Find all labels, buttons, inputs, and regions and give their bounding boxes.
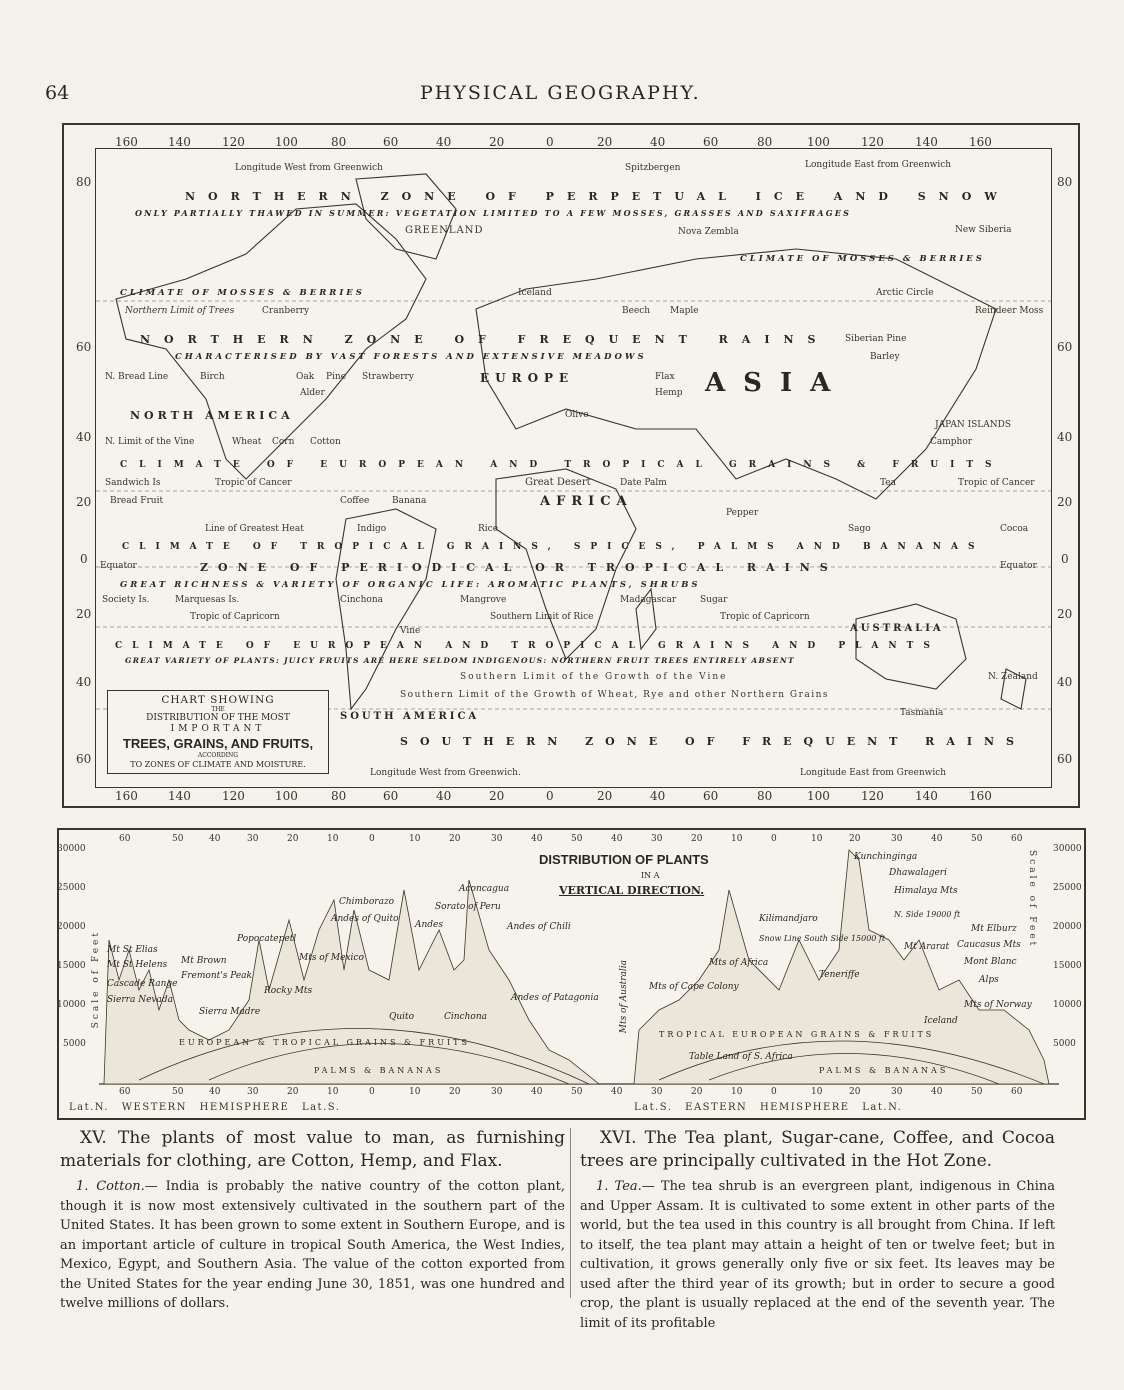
place-new-siberia: New Siberia (955, 225, 1012, 235)
plant-label: Banana (392, 496, 427, 506)
plant-label: Oak (296, 372, 315, 382)
label-africa: AFRICA (540, 494, 633, 509)
plant-label: Cocoa (1000, 524, 1029, 534)
lat-tick: 50 (571, 834, 583, 844)
peak-label: Mt Ararat (904, 942, 950, 952)
height-tick: 15000 (1053, 961, 1082, 971)
zone-climate-tropical: CLIMATE OF TROPICAL GRAINS, SPICES, PALMS AND BANANAS (122, 542, 985, 552)
lat-tick: 10 (409, 1087, 421, 1097)
lon-tick: 140 (915, 789, 938, 803)
zone-periodical-sub: GREAT RICHNESS & VARIETY OF ORGANIC LIFE: AROMATIC PLANTS, SHRUBS (120, 580, 701, 590)
peak-label: Caucasus Mts (957, 940, 1021, 950)
plant-label: Alder (300, 388, 325, 398)
cartouche-line: IMPORTANT (170, 724, 266, 734)
lat-tick: 0 (80, 552, 88, 566)
lon-east-label-bottom: Longitude East from Greenwich (800, 768, 947, 778)
cartouche-line: CHART SHOWING (161, 694, 275, 706)
peak-label: Alps (979, 975, 999, 985)
lon-tick: 80 (757, 789, 773, 803)
height-tick: 5000 (63, 1039, 86, 1049)
place-japan: JAPAN ISLANDS (935, 420, 1012, 430)
zone-north-frequent-sub: CHARACTERISED BY VAST FORESTS AND EXTENSIVE MEADOWS (175, 352, 647, 362)
band-west-palms: PALMS & BANANAS (314, 1066, 444, 1075)
lat-tick: 30 (491, 834, 503, 844)
lon-tick: 60 (703, 135, 719, 149)
plant-label: Indigo (357, 524, 387, 534)
south-america-outline (336, 509, 436, 709)
cartouche-line: TO ZONES OF CLIMATE AND MOISTURE. (130, 760, 306, 769)
place-sandwich: Sandwich Is (105, 478, 161, 488)
place-society: Society Is. (102, 595, 150, 605)
item-label: 1. Cotton. (76, 1179, 145, 1194)
peak-label: Chimborazo (339, 897, 395, 907)
lat-tick: 40 (611, 834, 623, 844)
lat-tick: 20 (287, 1087, 299, 1097)
peak-label: Cinchona (444, 1012, 487, 1022)
lon-west-label: Longitude West from Greenwich (235, 163, 383, 173)
peak-label: Himalaya Mts (894, 886, 958, 896)
lat-tick: 60 (1057, 340, 1073, 354)
lon-tick: 60 (703, 789, 719, 803)
lon-tick: 20 (597, 789, 613, 803)
plant-label: Bread Fruit (110, 496, 164, 506)
zone-southern: SOUTHERN ZONE OF FREQUENT RAINS (400, 735, 1026, 748)
plant-label: Cranberry (262, 306, 310, 316)
lat-tick: 20 (449, 834, 461, 844)
plant-label: Vine (400, 626, 421, 636)
plant-label: Beech (622, 306, 651, 316)
line-limit-vine: N. Limit of the Vine (105, 437, 195, 447)
lat-tick: 40 (1057, 430, 1073, 444)
lat-tick: 60 (1011, 834, 1023, 844)
lon-tick: 140 (168, 135, 191, 149)
lat-tick: 20 (849, 834, 861, 844)
place-iceland: Iceland (518, 288, 552, 298)
lon-tick: 120 (222, 789, 245, 803)
label-north-america: NORTH AMERICA (130, 409, 294, 422)
plant-label: Rice (478, 524, 499, 534)
lat-tick: 0 (369, 1087, 375, 1097)
lon-tick: 0 (546, 135, 554, 149)
lat-tick: 20 (287, 834, 299, 844)
plant-label: Flax (655, 372, 675, 382)
lat-tick: 40 (76, 430, 92, 444)
lon-tick: 60 (383, 135, 399, 149)
height-tick: 15000 (57, 961, 86, 971)
peak-label: Andes of Quito (331, 914, 399, 924)
lon-tick: 140 (168, 789, 191, 803)
section-xvi-body (580, 1177, 1055, 1333)
lon-tick: 80 (331, 135, 347, 149)
peak-label: Sorato of Peru (435, 902, 501, 912)
lat-tick: 40 (76, 675, 92, 689)
line-limit-rice: Southern Limit of Rice (490, 612, 594, 622)
plant-label: Cotton (310, 437, 341, 447)
plant-label: Pine (326, 372, 347, 382)
zone-mosses-east: CLIMATE OF MOSSES & BERRIES (740, 254, 985, 264)
scale-label-left: Scale of Feet (91, 930, 101, 1029)
lat-tick: 40 (1057, 675, 1073, 689)
peak-label: Quito (389, 1012, 415, 1022)
line-tropic-cancer-w: Tropic of Cancer (215, 478, 292, 488)
peak-label: Mt St Elias (107, 945, 158, 955)
height-tick: 20000 (57, 922, 86, 932)
peak-label: Kunchinginga (854, 852, 918, 862)
lat-tick: 40 (531, 1087, 543, 1097)
peak-label: Cascade Range (107, 979, 178, 989)
lat-tick: 10 (811, 834, 823, 844)
peak-label: Mts of Africa (709, 958, 769, 968)
peak-label: Mt Brown (181, 956, 227, 966)
lat-tick: 20 (849, 1087, 861, 1097)
lat-tick: 40 (209, 834, 221, 844)
label-europe: EUROPE (480, 371, 575, 385)
lon-tick: 160 (969, 135, 992, 149)
lon-tick: 100 (807, 789, 830, 803)
lat-tick: 40 (931, 1087, 943, 1097)
lon-tick: 20 (489, 135, 505, 149)
lat-tick: 40 (209, 1087, 221, 1097)
lat-tick: 60 (76, 340, 92, 354)
lon-tick: 160 (969, 789, 992, 803)
band-east-palms: PALMS & BANANAS (819, 1066, 949, 1075)
zone-south-variety: GREAT VARIETY OF PLANTS: JUICY FRUITS ARE HERE SELDOM INDIGENOUS: NORTHERN FRUIT TREES ENTIRELY ABSENT (125, 656, 795, 665)
lat-tick: 30 (651, 1087, 663, 1097)
lon-tick: 40 (650, 135, 666, 149)
lat-tick: 60 (119, 1087, 131, 1097)
place-tasmania: Tasmania (900, 708, 944, 718)
plant-label: Birch (200, 372, 225, 382)
height-tick: 20000 (1053, 922, 1082, 932)
place-madagascar: Madagascar (620, 595, 677, 605)
place-marquesas: Marquesas Is. (175, 595, 240, 605)
lat-tick: 60 (119, 834, 131, 844)
zone-mosses-west: CLIMATE OF MOSSES & BERRIES (120, 288, 365, 298)
lat-tick: 20 (691, 834, 703, 844)
lat-tick: 20 (76, 607, 92, 621)
plant-label: Strawberry (362, 372, 414, 382)
plant-label: Camphor (930, 437, 973, 447)
peak-label: Iceland (924, 1016, 958, 1026)
lon-tick: 160 (115, 135, 138, 149)
height-tick: 25000 (1053, 883, 1082, 893)
peak-label: Mts of Cape Colony (649, 982, 739, 992)
place-arctic-circle: Arctic Circle (876, 288, 934, 298)
section-xv (60, 1127, 565, 1314)
vertical-subtitle-1: IN A (641, 871, 660, 880)
lat-tick: 30 (491, 1087, 503, 1097)
cartouche-line: DISTRIBUTION OF THE MOST (146, 713, 290, 723)
peak-label: Popocatepetl (237, 934, 297, 944)
height-tick: 10000 (1053, 1000, 1082, 1010)
lon-tick: 40 (650, 789, 666, 803)
peak-label: Rocky Mts (264, 986, 313, 996)
band-east-grains: TROPICAL EUROPEAN GRAINS & FRUITS (659, 1030, 935, 1039)
place-nova-zembla: Nova Zembla (678, 227, 739, 237)
line-capricorn-w: Tropic of Capricorn (190, 612, 280, 622)
lat-tick: 60 (76, 752, 92, 766)
lon-west-label-bottom: Longitude West from Greenwich. (370, 768, 521, 778)
lat-tick: 10 (811, 1087, 823, 1097)
lon-tick: 20 (597, 135, 613, 149)
vertical-subtitle-2: VERTICAL DIRECTION. (559, 884, 705, 897)
running-head: PHYSICAL GEOGRAPHY. (420, 82, 701, 104)
lon-tick: 100 (275, 789, 298, 803)
height-tick: 30000 (57, 844, 86, 854)
place-spitzbergen: Spitzbergen (625, 163, 681, 173)
lat-tick: 10 (731, 834, 743, 844)
lat-tick: 60 (1011, 1087, 1023, 1097)
plant-label: Hemp (655, 388, 683, 398)
lat-tick: 60 (1057, 752, 1073, 766)
plant-label: Mangrove (460, 595, 507, 605)
lat-tick: 50 (971, 834, 983, 844)
lat-tick: 40 (611, 1087, 623, 1097)
lat-tick: 0 (771, 1087, 777, 1097)
lon-tick: 100 (275, 135, 298, 149)
lon-tick: 120 (861, 135, 884, 149)
lat-tick: 20 (76, 495, 92, 509)
label-asia: ASIA (705, 368, 849, 398)
plant-label: Reindeer Moss (975, 306, 1044, 316)
zone-north-perpetual-sub: ONLY PARTIALLY THAWED IN SUMMER: VEGETATION LIMITED TO A FEW MOSSES, GRASSES AND SAXIFRAGES (135, 208, 852, 218)
lat-tick: 80 (1057, 175, 1073, 189)
plant-label: Cinchona (340, 595, 383, 605)
vertical-title: DISTRIBUTION OF PLANTS (539, 852, 709, 867)
zone-climate-european: CLIMATE OF EUROPEAN AND TROPICAL GRAINS & FRUITS (120, 460, 1004, 470)
section-xvi (580, 1127, 1055, 1333)
place-greenland: GREENLAND (405, 225, 484, 236)
peak-label: Mts of Norway (964, 1000, 1032, 1010)
lat-tick: 40 (531, 834, 543, 844)
zone-north-perpetual: NORTHERN ZONE OF PERPETUAL ICE AND SNOW (185, 190, 1010, 203)
plant-label: Pepper (726, 508, 759, 518)
plant-label: Coffee (340, 496, 370, 506)
lat-tick: 10 (731, 1087, 743, 1097)
lat-tick: 30 (247, 1087, 259, 1097)
line-limit-vine-s: Southern Limit of the Growth of the Vine (460, 672, 728, 682)
plant-label: Barley (870, 352, 900, 362)
peak-label: Mont Blanc (964, 957, 1017, 967)
map-cartouche (107, 690, 329, 774)
peak-label: Kilimandjaro (759, 914, 818, 924)
lon-tick: 120 (861, 789, 884, 803)
peak-label: Snow Line South Side 15000 ft (759, 934, 886, 943)
western-hemisphere-mountains (104, 880, 599, 1084)
lat-tick: 50 (172, 834, 184, 844)
peak-label: Sierra Madre (199, 1007, 261, 1017)
lat-tick: 20 (691, 1087, 703, 1097)
paragraph: — India is probably the native country of the cotton plant, though it is now most extensively cultivated in the southern part of the United States. It has been grown to some extent in Southern Europe, and is an important article of culture in tropical South America, the West Indies, Mexico, Egypt, and Southern Asia. The value of the cotton exported from the United States for the year ending June 30, 1851, was one hundred and twelve millions of dollars. (60, 1179, 566, 1311)
cartouche-line: THE (211, 706, 225, 713)
peak-label: Mt Elburz (971, 924, 1017, 934)
lon-tick: 40 (436, 789, 452, 803)
paragraph: — The tea shrub is an evergreen plant, indigenous in China and Upper Assam. It is cultivated to some extent in other parts of the world, but the tea used in this country is all brought from China. If left to itself, the tea plant may attain a height of ten or twelve feet; but in cultivation, it grows generally only five or six feet. Its leaves may be used after the third year of its growth; but in order to secure a good crop, the plant is usually replaced at the end of the seventh year. The limit of its profitable (580, 1179, 1055, 1331)
plant-label: Sago (848, 524, 871, 534)
lat-tick: 30 (891, 834, 903, 844)
lat-tick: 50 (571, 1087, 583, 1097)
lon-tick: 100 (807, 135, 830, 149)
plant-label: Sugar (700, 595, 728, 605)
zone-south-european: CLIMATE OF EUROPEAN AND TROPICAL GRAINS AND PLANTS (115, 641, 940, 651)
lon-tick: 40 (436, 135, 452, 149)
lat-tick: 30 (891, 1087, 903, 1097)
lon-tick: 80 (757, 135, 773, 149)
lat-tick: 0 (771, 834, 777, 844)
plant-label: Tea (880, 478, 896, 488)
lat-tick: 10 (327, 834, 339, 844)
peak-label: Andes of Patagonia (511, 993, 599, 1003)
peak-label: N. Side 19000 ft (894, 910, 961, 919)
peak-label: Aconcagua (459, 884, 510, 894)
lon-tick: 0 (546, 789, 554, 803)
lat-tick: 10 (327, 1087, 339, 1097)
plant-label: Siberian Pine (845, 334, 907, 344)
band-west-grains: EUROPEAN & TROPICAL GRAINS & FRUITS (179, 1038, 470, 1047)
zone-periodical: ZONE OF PERIODICAL OR TROPICAL RAINS (200, 561, 838, 574)
lat-tick: 20 (1057, 607, 1073, 621)
lat-tick: 0 (369, 834, 375, 844)
lon-tick: 120 (222, 135, 245, 149)
vertical-distribution-panel (57, 828, 1086, 1120)
item-label: 1. Tea. (596, 1179, 642, 1194)
lat-tick: 20 (449, 1087, 461, 1097)
peak-label: Dhawalageri (889, 868, 947, 878)
height-tick: 30000 (1053, 844, 1082, 854)
line-equator-w: Equator (100, 561, 137, 571)
peak-label: Mts of Australia (619, 960, 629, 1034)
cartouche-line: ACCORDING (197, 752, 239, 759)
lon-tick: 140 (915, 135, 938, 149)
page-number: 64 (45, 82, 70, 104)
peak-label: Fremont's Peak (181, 971, 252, 981)
plant-label: Olive (565, 410, 589, 420)
line-greatest-heat: Line of Greatest Heat (205, 524, 304, 534)
plant-label: Corn (272, 437, 295, 447)
lat-tick: 50 (172, 1087, 184, 1097)
lat-tick: 80 (76, 175, 92, 189)
height-tick: 10000 (57, 1000, 86, 1010)
plant-label: Date Palm (620, 478, 667, 488)
column-divider (570, 1128, 571, 1298)
lon-tick: 60 (383, 789, 399, 803)
line-limit-trees: Northern Limit of Trees (125, 306, 235, 316)
cartouche-title: TREES, GRAINS, AND FRUITS, (122, 736, 314, 751)
place-great-desert: Great Desert (525, 477, 591, 488)
peak-label: Table Land of S. Africa (689, 1052, 793, 1062)
scale-label-right: Scale of Feet (1027, 850, 1037, 949)
line-equator-e: Equator (1000, 561, 1037, 571)
section-xv-body (60, 1177, 565, 1314)
line-bread: N. Bread Line (105, 372, 169, 382)
lat-tick: 40 (931, 834, 943, 844)
eastern-hemisphere-label: Lat.S. EASTERN HEMISPHERE Lat.N. (634, 1102, 903, 1113)
plant-label: Maple (670, 306, 699, 316)
lon-tick: 20 (489, 789, 505, 803)
peak-label: Mt St Helens (107, 960, 168, 970)
lon-tick: 80 (331, 789, 347, 803)
peak-label: Andes (415, 920, 444, 930)
section-xvi-heading: XVI. The Tea plant, Sugar-cane, Coffee, and Cocoa trees are principally cultivated in the Hot Zone. (580, 1128, 1055, 1171)
zone-north-frequent: NORTHERN ZONE OF FREQUENT RAINS (140, 333, 830, 346)
label-australia: AUSTRALIA (850, 623, 944, 634)
label-south-america: SOUTH AMERICA (340, 711, 480, 722)
peak-label: Andes of Chili (507, 922, 571, 932)
height-tick: 25000 (57, 883, 86, 893)
plant-label: Wheat (232, 437, 262, 447)
lon-tick: 160 (115, 789, 138, 803)
lat-tick: 30 (247, 834, 259, 844)
peak-label: Sierra Nevada (107, 995, 173, 1005)
section-xv-heading: XV. The plants of most value to man, as furnishing materials for clothing, are Cotton, Hemp, and Flax. (60, 1128, 565, 1171)
peak-label: Teneriffe (819, 970, 860, 980)
western-hemisphere-label: Lat.N. WESTERN HEMISPHERE Lat.S. (69, 1102, 341, 1113)
lat-tick: 0 (1061, 552, 1069, 566)
lat-tick: 30 (651, 834, 663, 844)
lat-tick: 20 (1057, 495, 1073, 509)
line-limit-wheat-s: Southern Limit of the Growth of Wheat, Rye and other Northern Grains (400, 690, 830, 700)
height-tick: 5000 (1053, 1039, 1076, 1049)
peak-label: Mts of Mexico (299, 953, 364, 963)
lat-tick: 10 (409, 834, 421, 844)
place-new-zealand: N. Zealand (988, 672, 1038, 682)
line-capricorn-e: Tropic of Capricorn (720, 612, 810, 622)
line-tropic-cancer-e: Tropic of Cancer (958, 478, 1035, 488)
lat-tick: 50 (971, 1087, 983, 1097)
lon-east-label: Longitude East from Greenwich (805, 160, 952, 170)
